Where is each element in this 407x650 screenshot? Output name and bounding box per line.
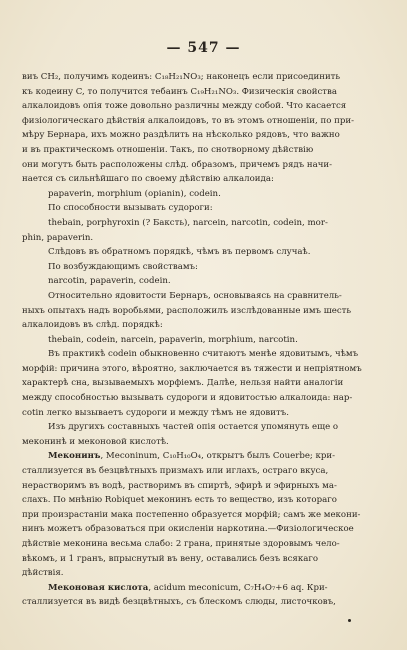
text-line: Слѣдовъ въ обратномъ порядкѣ, чѣмъ въ первомъ случаѣ. (48, 247, 311, 258)
text-line: алкалоидовъ опія тоже довольно различны между собой. Что касается (22, 101, 347, 112)
text-line: къ кодеину C, то получится тебаинъ C₁₉H₂₁NO₃. Физическія свойства (22, 86, 338, 97)
text-line: при произрастаніи мака постепенно образуется морфій; самъ же мекони- (22, 509, 361, 520)
text-line: ныхъ опытахъ надъ воробьями, расположилъ изслѣдованные имъ шесть (22, 305, 352, 316)
text-line: Относительно ядовитости Бернаръ, основываясь на сравнитель- (48, 290, 342, 301)
text-run: , acidum meconicum, C₇H₄O₇+6 aq. Кри- (148, 582, 328, 593)
text-line: нается съ сильнѣйшаго по своему дѣйствію алкалоида: (22, 174, 274, 185)
text-run: , Meconinum, C₁₀H₁₀O₄, открытъ былъ Couerbe; кри- (100, 451, 336, 462)
text-line: и въ практическомъ отношеніи. Такъ, по снотворному дѣйствію (22, 144, 314, 155)
ink-mark (348, 619, 351, 622)
page-number: — 547 — (166, 40, 241, 56)
text-line: дѣйствіе меконина весьма слабо: 2 грана, принятые здоровымъ чело- (22, 539, 340, 549)
body-text (22, 70, 389, 610)
text-line: нерастворимъ въ водѣ, растворимъ въ спиртѣ, эфирѣ и эфирныхъ ма- (22, 480, 337, 491)
text-line: thebain, porphyroxin (? Баксть), narcein, narcotin, codein, mor- (48, 217, 328, 228)
text-line: меконинѣ и меконовой кислотѣ. (22, 436, 169, 447)
text-line: По возбуждающимъ свойствамъ: (48, 261, 198, 272)
text-line: вѣкомъ, и 1 гранъ, впрыснутый въ вену, оставались безъ всякаго (22, 553, 319, 564)
text-line: Въ практикѣ codein обыкновенно считаютъ менѣе ядовитымъ, чѣмъ (48, 349, 359, 360)
text-line: между способностью вызывать судороги и ядовитостью алкалоида: нар- (22, 393, 353, 404)
text-line: papaverin, morphium (opianin), codein. (48, 188, 221, 199)
text-line: thebain, codein, narcein, papaverin, morphium, narcotin. (48, 334, 298, 345)
text-line: нинъ можетъ образоваться при окисленіи наркотина.—Физіологическое (22, 524, 354, 535)
text-line: narcotin, papaverin, codein. (48, 276, 171, 287)
text-line (22, 449, 389, 464)
text-line: виъ CH₂, получимъ кодеинъ: C₁₈H₂₁NO₃; наконецъ если присоединить (22, 72, 341, 82)
text-line: слахъ. По мнѣнію Robiquet меконинъ есть то вещество, изъ котораго (22, 495, 337, 506)
section-heading: Меконинъ (48, 451, 101, 462)
text-line: По способности вызывать судороги: (48, 203, 213, 214)
text-line: Изъ другихъ составныхъ частей опія остается упомянуть еще о (48, 422, 339, 433)
text-line: они могутъ быть расположены слѣд. образомъ, причемъ рядъ начи- (22, 159, 333, 170)
text-line: cotin легко вызываетъ судороги и между тѣмъ не ядовитъ. (22, 407, 289, 418)
text-line: дѣйствія. (22, 568, 64, 579)
text-line (22, 581, 389, 596)
text-line: физіологическаго дѣйствія алкалоидовъ, то въ этомъ отношеніи, по при- (22, 115, 354, 126)
text-line: характерѣ сна, вызываемыхъ морфіемъ. Далѣе, нельзя найти аналогіи (22, 378, 344, 389)
section-heading: Меконовая кислота (48, 582, 149, 593)
text-line: алкалоидовъ въ слѣд. порядкѣ: (22, 320, 163, 331)
text-line: мѣру Бернара, ихъ можно раздѣлить на нѣсколько рядовъ, что важно (22, 130, 340, 141)
text-line: сталлизуется въ безцвѣтныхъ призмахъ или иглахъ, остраго вкуса, (22, 466, 329, 477)
text-line: морфій: причина этого, вѣроятно, заключается въ тяжести и непріятномъ (22, 363, 362, 374)
text-line: сталлизуется въ видѣ безцвѣтныхъ, съ блескомъ слюды, листочковъ, (22, 597, 336, 608)
text-line: phin, papaverin. (22, 232, 94, 243)
